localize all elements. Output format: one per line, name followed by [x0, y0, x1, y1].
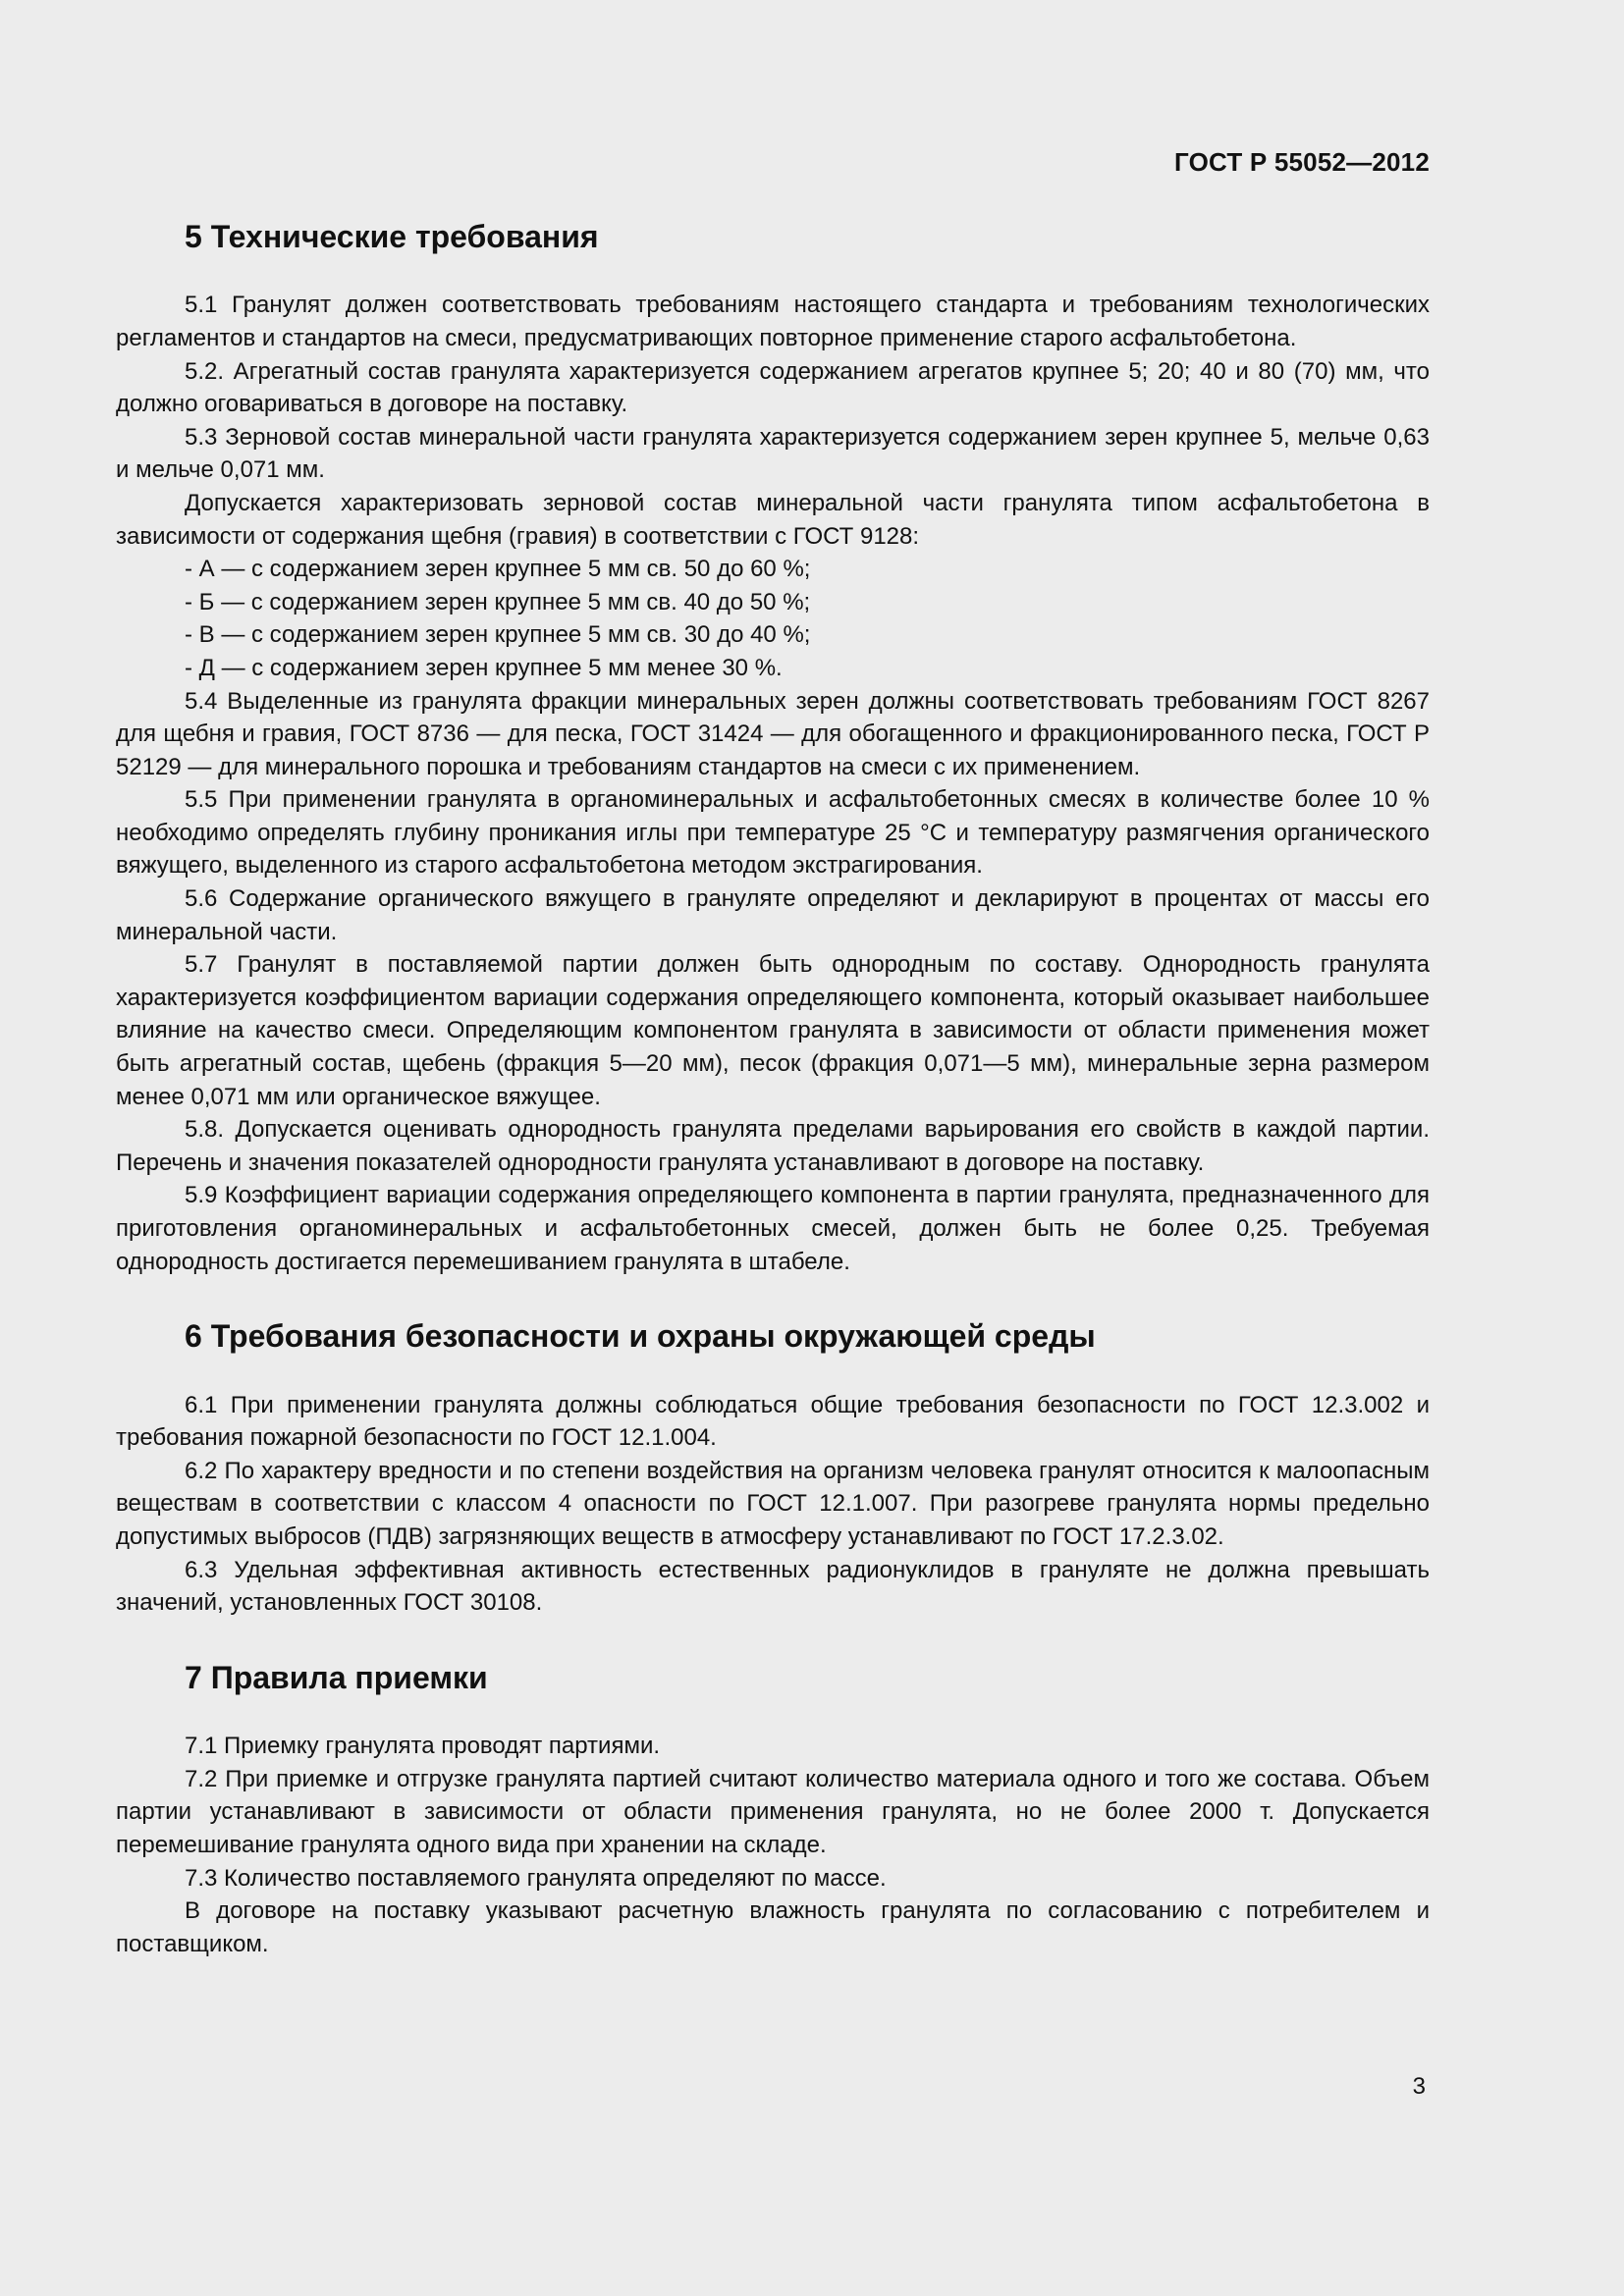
paragraph-5-2: 5.2. Агрегатный состав гранулята характеризуется содержанием агрегатов крупнее 5; 20; 40 и 80 (70) мм, что должно оговариваться в договоре на поставку.	[116, 357, 1430, 418]
paragraph-5-4: 5.4 Выделенные из гранулята фракции минеральных зерен должны соответствовать требованиям ГОСТ 8267 для щебня и гравия, ГОСТ 8736 — для песка, ГОСТ 31424 — для обогащенного и фракционированного песка, ГОСТ Р 52129 — для минерального порошка и требованиям стандартов на смеси с их применением.	[116, 687, 1430, 780]
section-safety-requirements	[116, 1317, 1430, 1620]
paragraph-5-8: 5.8. Допускается оценивать однородность гранулята пределами варьирования его свойств в каждой партии. Перечень и значения показателей однородности гранулята устанавливают в договоре на поставку.	[116, 1116, 1430, 1176]
list-item-type-b: - Б — с содержанием зерен крупнее 5 мм св. 40 до 50 %;	[185, 588, 811, 615]
paragraph-5-7: 5.7 Гранулят в поставляемой партии должен быть однородным по составу. Однородность гранулята характеризуется коэффициентом вариации содержания определяющего компонента, который оказывает наибольшее влияние на качество смеси. Определяющим компонентом гранулята в зависимости от области применения может быть агрегатный состав, щебень (фракция 5—20 мм), песок (фракция 0,071—5 мм), минеральные зерна размером менее 0,071 мм или органическое вяжущее.	[116, 951, 1430, 1110]
paragraph-5-1: 5.1 Гранулят должен соответствовать требованиям настоящего стандарта и требованиям технологических регламентов и стандартов на смеси, предусматривающих повторное применение старого асфальтобетона.	[116, 292, 1430, 351]
list-item-type-d: - Д — с содержанием зерен крупнее 5 мм менее 30 %.	[185, 654, 783, 681]
paragraph-7-2: 7.2 При приемке и отгрузке гранулята партией считают количество материала одного и того же состава. Объем партии устанавливают в зависимости от области применения гранулята, но не более 2000 т. Допускается перемешивание гранулята одного вида при хранении на складе.	[116, 1765, 1430, 1858]
section-acceptance-rules	[116, 1659, 1430, 1961]
document-code-header: ГОСТ Р 55052—2012	[1174, 147, 1430, 177]
section-title: 6 Требования безопасности и охраны окружающей среды	[185, 1318, 1096, 1355]
paragraph-5-3: 5.3 Зерновой состав минеральной части гранулята характеризуется содержанием зерен крупнее 5, мельче 0,63 и мельче 0,071 мм.	[116, 423, 1430, 484]
section-technical-requirements	[116, 218, 1430, 1278]
paragraph-7-3-note: В договоре на поставку указывают расчетную влажность гранулята по согласованию с потребителем и поставщиком.	[116, 1897, 1430, 1957]
section-title: 5 Технические требования	[185, 219, 599, 254]
paragraph-6-3: 6.3 Удельная эффективная активность естественных радионуклидов в грануляте не должна превышать значений, установленных ГОСТ 30108.	[116, 1556, 1430, 1617]
paragraph-7-3: 7.3 Количество поставляемого гранулята определяют по массе.	[185, 1864, 887, 1892]
paragraph-5-6: 5.6 Содержание органического вяжущего в грануляте определяют и декларируют в процентах от массы его минеральной части.	[116, 885, 1430, 945]
paragraph-5-5: 5.5 При применении гранулята в органоминеральных и асфальтобетонных смесях в количестве более 10 % необходимо определять глубину проникания иглы при температуре 25 °С и температуру размягчения органического вяжущего, выделенного из старого асфальтобетона методом экстрагирования.	[116, 786, 1430, 880]
paragraph-7-1: 7.1 Приемку гранулята проводят партиями.	[185, 1733, 661, 1760]
paragraph-6-1: 6.1 При применении гранулята должны соблюдаться общие требования безопасности по ГОСТ 12.3.002 и требования пожарной безопасности по ГОСТ 12.1.004.	[116, 1391, 1430, 1452]
paragraph-6-2: 6.2 По характеру вредности и по степени воздействия на организм человека гранулят относится к малоопасным веществам в соответствии с классом 4 опасности по ГОСТ 12.1.007. При разогреве гранулята нормы предельно допустимых выбросов (ПДВ) загрязняющих веществ в атмосферу устанавливают по ГОСТ 17.2.3.02.	[116, 1457, 1430, 1550]
document-body	[116, 218, 1430, 1960]
page-number: 3	[1412, 2073, 1426, 2100]
paragraph-5-3-note: Допускается характеризовать зерновой состав минеральной части гранулята типом асфальтобетона в зависимости от содержания щебня (гравия) в соответствии с ГОСТ 9128:	[116, 489, 1430, 550]
list-item-type-v: - В — с содержанием зерен крупнее 5 мм св. 30 до 40 %;	[185, 621, 811, 649]
section-title: 7 Правила приемки	[185, 1659, 488, 1695]
paragraph-5-9: 5.9 Коэффициент вариации содержания определяющего компонента в партии гранулята, предназначенного для приготовления органоминеральных и асфальтобетонных смесей, должен быть не более 0,25. Требуемая однородность достигается перемешиванием гранулята в штабеле.	[116, 1182, 1430, 1275]
list-item-type-a: - А — с содержанием зерен крупнее 5 мм св. 50 до 60 %;	[185, 556, 811, 583]
